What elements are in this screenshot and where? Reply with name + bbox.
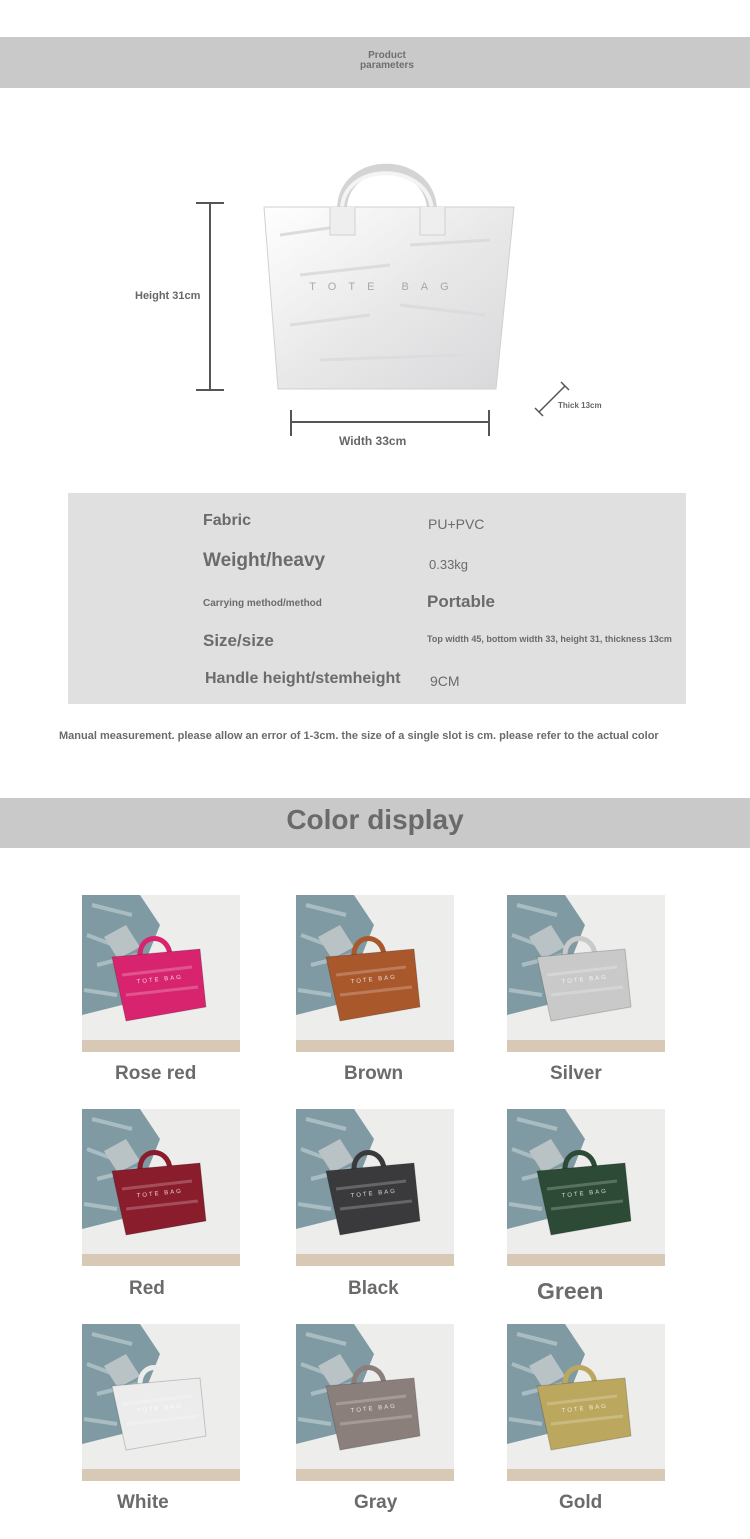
size-label: Size/size <box>203 631 274 650</box>
handle-label: Handle height/stemheight <box>205 670 401 687</box>
width-dimension-cap-left <box>290 410 292 436</box>
bag-print-text: TOTE BAG <box>561 1403 609 1415</box>
height-dimension-cap-bottom <box>196 389 224 391</box>
bag-print-text: TOTE BAG <box>136 1403 184 1415</box>
bag-print-text: TOTE BAG <box>350 1403 398 1415</box>
bag-print-text: TOTE BAG <box>561 974 609 986</box>
handle-value: 9CM <box>430 673 460 689</box>
color-swatch-image[interactable] <box>296 1109 454 1266</box>
color-display-banner <box>0 798 750 848</box>
color-name-label: Gray <box>354 1492 398 1513</box>
width-dimension-cap-right <box>488 410 490 436</box>
weight-label: Weight/heavy <box>203 550 326 571</box>
height-dimension-cap-top <box>196 202 224 204</box>
color-swatch-image[interactable] <box>507 1109 665 1266</box>
color-name-label: Rose red <box>115 1063 197 1084</box>
color-name-label: Brown <box>344 1063 404 1084</box>
bag-print-text: TOTE BAG <box>350 1188 398 1200</box>
color-bag-photo <box>507 1324 665 1481</box>
thickness-label: Thick 13cm <box>558 401 602 410</box>
color-swatch-image[interactable] <box>82 895 240 1052</box>
color-name-label: Black <box>348 1278 399 1299</box>
color-bag-photo <box>82 1109 240 1266</box>
color-bag-photo <box>82 1324 240 1481</box>
height-dimension-line <box>209 203 211 390</box>
product-parameters-banner <box>0 37 750 88</box>
color-swatch-image[interactable] <box>507 895 665 1052</box>
spec-table <box>68 493 686 704</box>
color-swatch-image[interactable] <box>296 1324 454 1481</box>
bag-print-text: TOTE BAG <box>136 974 184 986</box>
color-name-label: Red <box>129 1278 165 1299</box>
color-bag-photo <box>507 1109 665 1266</box>
color-bag-photo <box>296 1109 454 1266</box>
bag-print-text: TOTE BAG <box>136 1188 184 1200</box>
color-bag-photo <box>296 1324 454 1481</box>
height-label: Height 31cm <box>135 290 201 302</box>
hero-bag-print: TOTE BAG <box>309 281 461 293</box>
color-bag-photo <box>296 895 454 1052</box>
carry-label: Carrying method/method <box>203 598 322 609</box>
thickness-dimension-line <box>533 380 573 420</box>
width-label: Width 33cm <box>339 434 407 448</box>
color-swatch-image[interactable] <box>507 1324 665 1481</box>
weight-value: 0.33kg <box>429 557 469 572</box>
color-name-label: Gold <box>559 1492 603 1513</box>
color-name-label: Green <box>537 1278 604 1304</box>
color-name-label: Silver <box>550 1063 602 1084</box>
fabric-value: PU+PVC <box>428 516 485 532</box>
size-value: Top width 45, bottom width 33, height 31, thickness 13cm <box>427 634 672 644</box>
color-display-title: Color display <box>286 804 464 835</box>
white-tote-bag-image <box>260 155 520 395</box>
carry-value: Portable <box>427 592 496 611</box>
fabric-label: Fabric <box>203 512 252 529</box>
color-swatch-image[interactable] <box>82 1324 240 1481</box>
color-swatch-image[interactable] <box>296 895 454 1052</box>
color-bag-photo <box>82 895 240 1052</box>
width-dimension-line <box>291 421 489 423</box>
bag-print-text: TOTE BAG <box>350 974 398 986</box>
measurement-note: Manual measurement. please allow an error of 1-3cm. the size of a single slot is cm. please refer to the actual color <box>59 730 659 742</box>
color-swatch-image[interactable] <box>82 1109 240 1266</box>
color-bag-photo <box>507 895 665 1052</box>
color-name-label: White <box>117 1492 169 1513</box>
bag-print-text: TOTE BAG <box>561 1188 609 1200</box>
banner-title: Product parameters <box>360 50 414 71</box>
